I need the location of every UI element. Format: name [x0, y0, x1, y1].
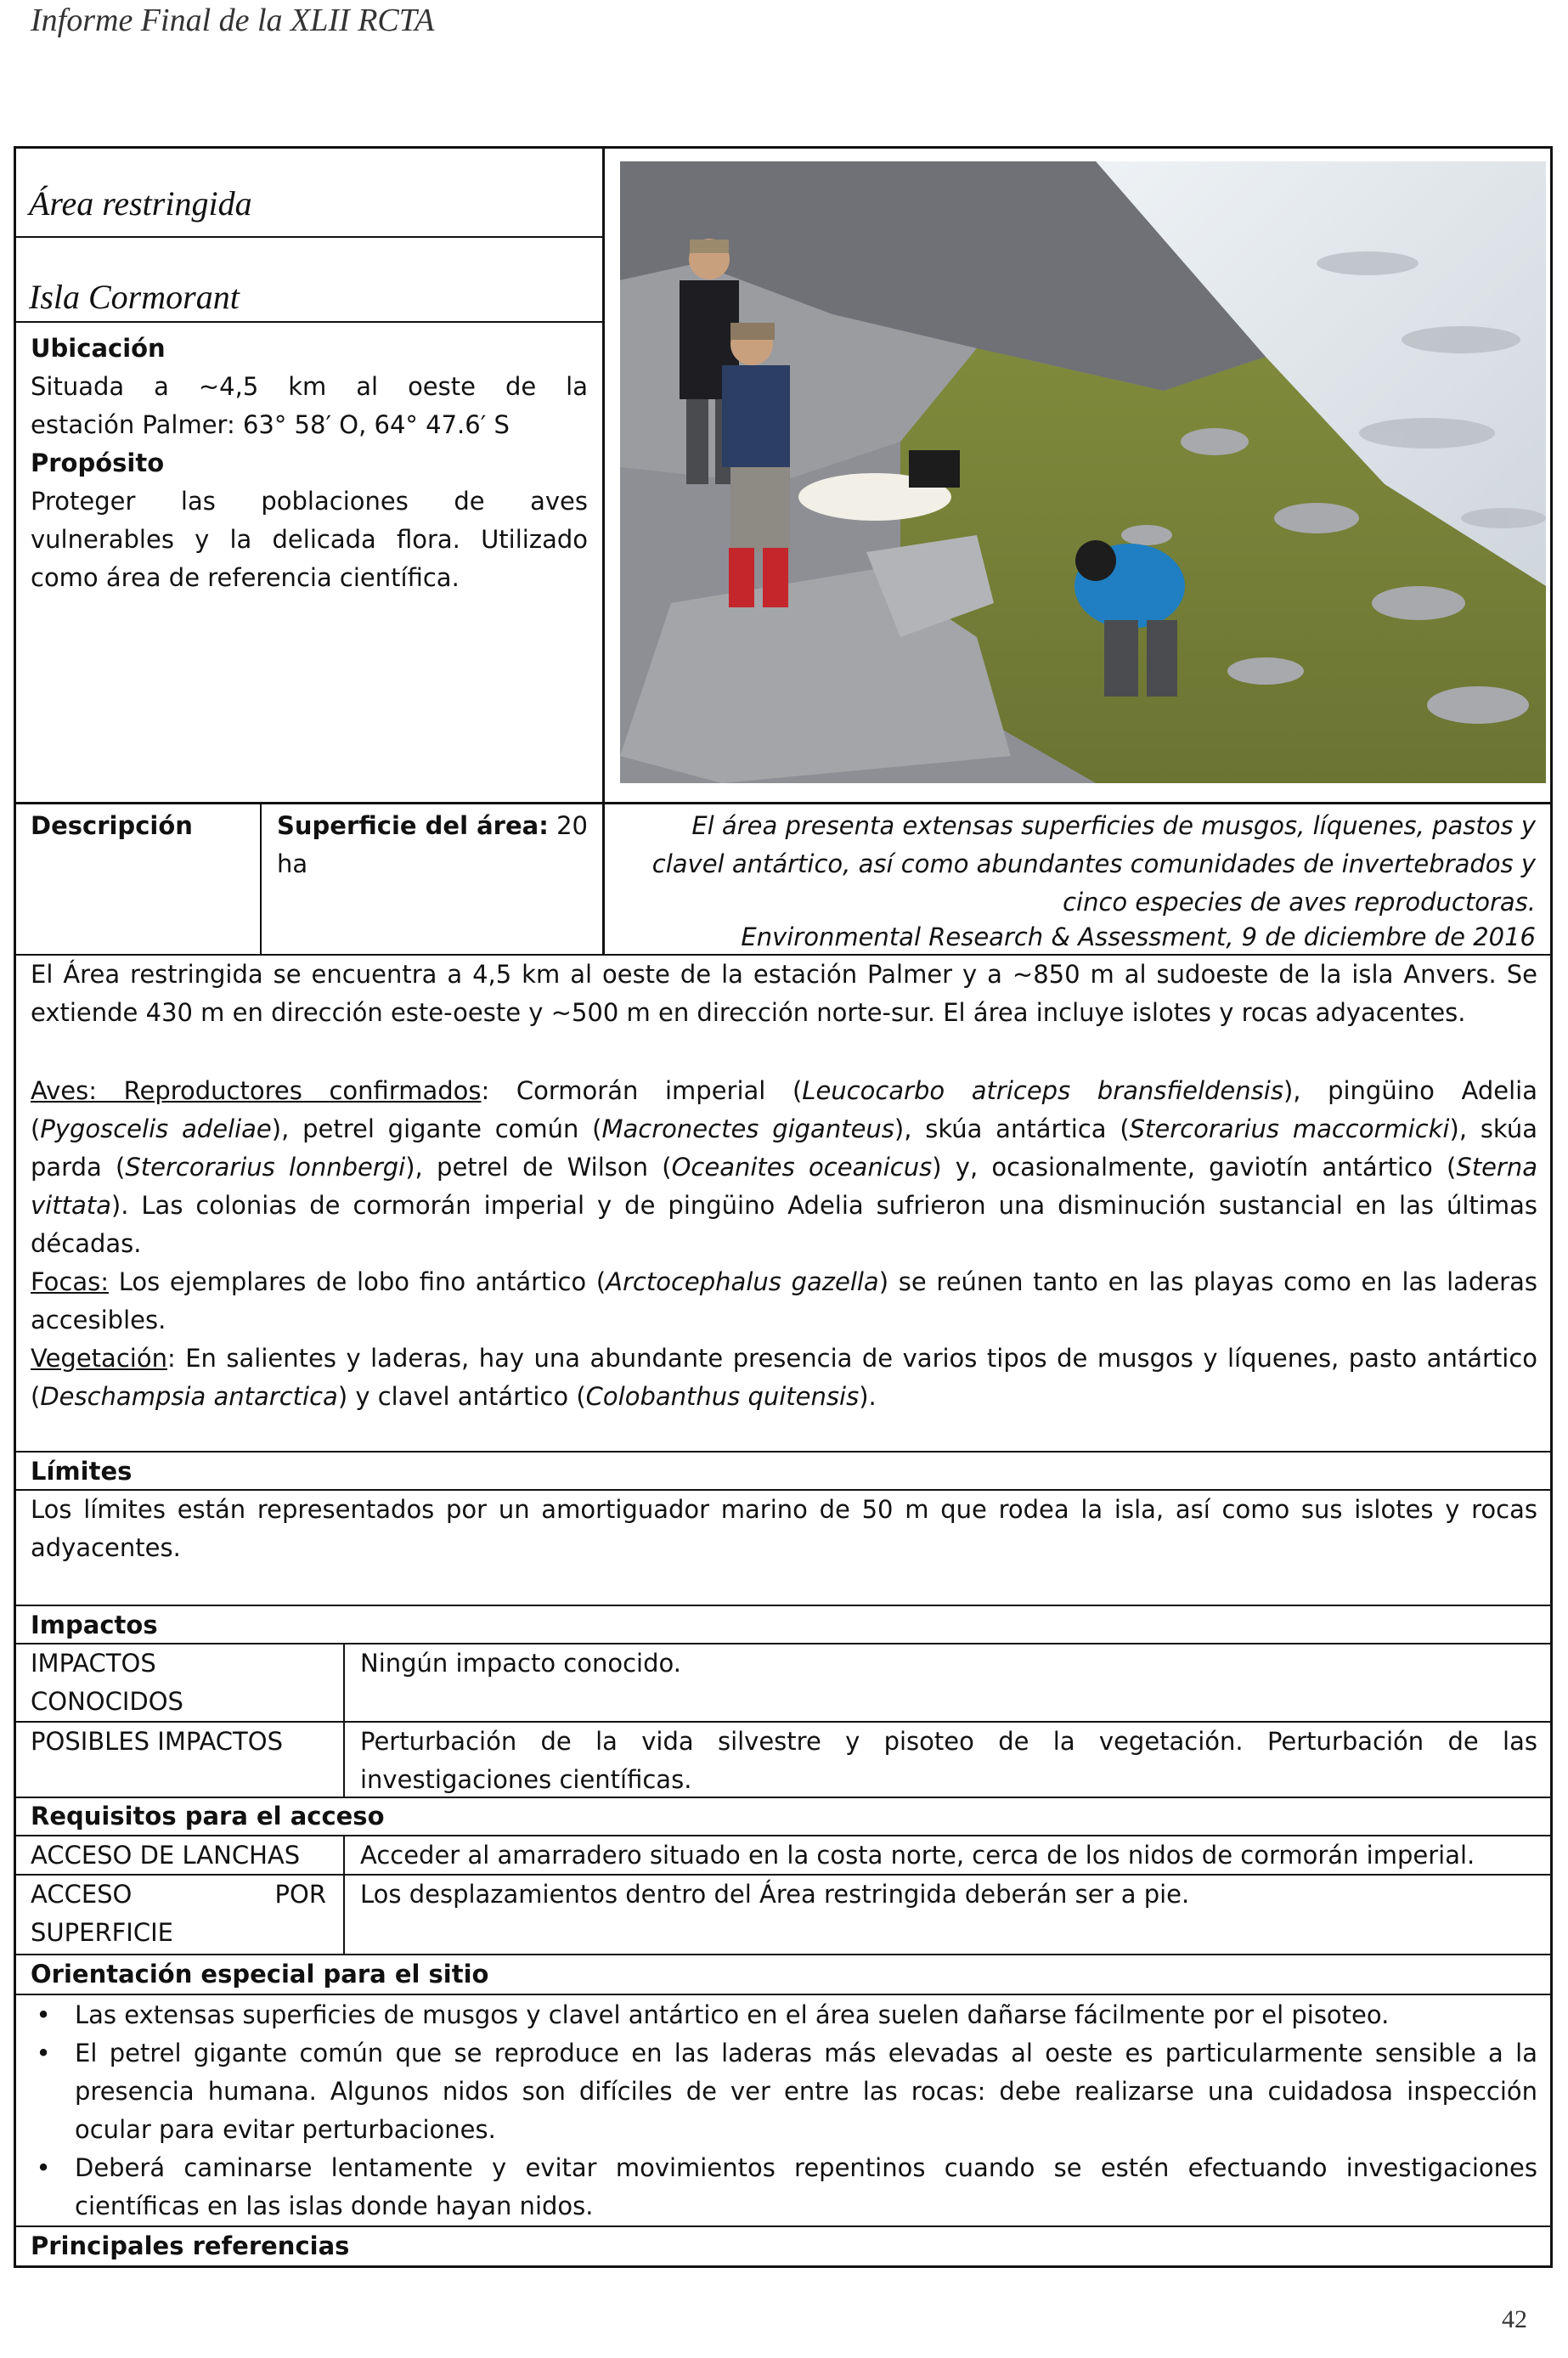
description-body — [31, 956, 1537, 1032]
birds-text: ), skúa antártica ( — [894, 1114, 1130, 1143]
birds-text: ), petrel de Wilson ( — [405, 1153, 672, 1182]
seals-text: Los ejemplares de lobo fino antártico ( — [108, 1267, 606, 1296]
known-impacts-label-line: IMPACTOS — [31, 1649, 156, 1678]
surface-access-label-word: ACCESO — [31, 1880, 133, 1909]
possible-impacts-value — [360, 1723, 1537, 1799]
seals-label: Focas: — [31, 1267, 109, 1296]
purpose-heading: Propósito — [31, 448, 165, 477]
guidance-heading: Orientación especial para el sitio — [31, 1960, 489, 1989]
seals-paragraph — [31, 1263, 1537, 1340]
purpose-line-2: vulnerables y la delicada flora. Utilizado — [31, 525, 588, 554]
researchers-on-rocky-moss-slope-icon — [620, 161, 1546, 783]
limits-heading: Límites — [31, 1457, 133, 1486]
area-name: Isla Cormorant — [29, 278, 240, 316]
known-impacts-label — [31, 1644, 183, 1721]
surface-access-label-word: SUPERFICIE — [31, 1918, 173, 1947]
location-line-1: Situada a ~4,5 km al oeste de la — [31, 372, 588, 401]
quote-line-1: El área presenta extensas superficies de musgos, líquenes, pastos y — [691, 811, 1536, 840]
location-line-2: estación Palmer: 63° 58′ O, 64° 47.6′ S — [31, 410, 510, 439]
birds-text: décadas. — [31, 1229, 142, 1258]
quote-line-2: clavel antártico, así como abundantes comunidades de invertebrados y — [651, 849, 1536, 878]
known-impacts-value: Ningún impacto conocido. — [360, 1649, 681, 1678]
site-photo — [620, 161, 1546, 783]
limits-line-1: Los límites están representados por un amortiguador marino de 50 m que rodea la isla, así como sus islotes y rocas — [31, 1495, 1537, 1524]
bullet-icon: • — [36, 2000, 51, 2029]
vegetation-text: : En salientes y laderas, hay una abundante presencia de varios tipos de musgos y líquenes, pasto antártico — [166, 1344, 1537, 1373]
description-para-line-1: El Área restringida se encuentra a 4,5 km al oeste de la estación Palmer y a ~850 m al sudoeste de la isla Anvers. Se — [31, 960, 1537, 989]
species-name: Deschampsia antarctica — [40, 1382, 338, 1411]
birds-text: ), skúa — [1449, 1114, 1537, 1143]
boat-access-label: ACCESO DE LANCHAS — [31, 1841, 301, 1870]
access-heading: Requisitos para el acceso — [31, 1802, 385, 1831]
birds-text: ( — [31, 1114, 41, 1143]
vegetation-paragraph — [31, 1340, 1537, 1416]
species-name: Stercorarius lonnbergi — [125, 1153, 406, 1182]
species-name: Sterna — [1456, 1153, 1538, 1182]
boat-access-value: Acceder al amarradero situado en la costa norte, cerca de los nidos de cormorán imperial. — [360, 1841, 1475, 1870]
species-name: vittata — [31, 1191, 111, 1220]
species-name: Pygoscelis adeliae — [40, 1114, 272, 1143]
location-heading: Ubicación — [31, 334, 166, 363]
seals-text: accesibles. — [31, 1306, 166, 1334]
seals-text: ) se reúnen tanto en las playas como en las laderas — [878, 1267, 1537, 1296]
birds-text: : Cormorán imperial ( — [481, 1076, 803, 1105]
guidance-line: científicas en las islas donde hayan nidos. — [75, 2192, 594, 2220]
species-name: Oceanites oceanicus — [671, 1153, 933, 1182]
species-name: Colobanthus quitensis — [585, 1382, 860, 1411]
vegetation-label: Vegetación — [31, 1344, 167, 1373]
references-heading: Principales referencias — [31, 2231, 350, 2260]
bullet-icon: • — [36, 2039, 51, 2067]
impacts-heading: Impactos — [31, 1611, 158, 1639]
guidance-line: Deberá caminarse lentamente y evitar movimientos repentinos cuando se estén efectuando investigaciones — [75, 2153, 1537, 2182]
birds-text: ). Las colonias de cormorán imperial y de pingüino Adelia sufrieron una disminución sustancial en las últimas — [110, 1191, 1537, 1220]
page-number: 42 — [1502, 2305, 1527, 2333]
bullet-icon: • — [36, 2153, 51, 2182]
running-head: Informe Final de la XLII RCTA — [31, 3, 435, 38]
purpose-line-3: como área de referencia científica. — [31, 563, 460, 592]
limits-line-2: adyacentes. — [31, 1533, 181, 1562]
quote-line-3: cinco especies de aves reproductoras. — [1063, 888, 1536, 917]
species-name: Leucocarbo atriceps bransfieldensis — [802, 1076, 1283, 1105]
vegetation-text: ( — [31, 1382, 41, 1411]
species-name: Macronectes giganteus — [601, 1114, 894, 1143]
possible-impacts-label: POSIBLES IMPACTOS — [31, 1727, 284, 1756]
vegetation-text: ) y clavel antártico ( — [337, 1382, 586, 1411]
species-name: Stercorarius maccormicki — [1129, 1114, 1450, 1143]
purpose-line-1: Proteger las poblaciones de aves — [31, 487, 588, 516]
possible-impacts-line-2: investigaciones científicas. — [360, 1765, 692, 1794]
area-size-label: Superficie del área: — [277, 811, 549, 840]
vegetation-text: ). — [859, 1382, 877, 1411]
area-size — [277, 807, 588, 883]
guidance-line: El petrel gigante común que se reproduce en las laderas más elevadas al oeste es particularmente sensible a la — [75, 2039, 1537, 2067]
description-para-line-2: extiende 430 m en dirección este-oeste y ~500 m en dirección norte-sur. El área incluye islotes y rocas adyacentes. — [31, 998, 1466, 1027]
area-type-label: Área restringida — [29, 184, 252, 223]
quote-source: Environmental Research & Assessment, 9 de diciembre de 2016 — [741, 922, 1536, 951]
area-size-unit: ha — [277, 849, 308, 878]
description-quote — [620, 807, 1536, 951]
limits-text — [31, 1491, 1537, 1567]
guidance-line: presencia humana. Algunos nidos son difíciles de ver entre las rocas: debe realizarse una cuidadosa inspección — [75, 2077, 1537, 2106]
birds-paragraph — [31, 1072, 1537, 1263]
birds-label: Aves: Reproductores confirmados — [31, 1076, 482, 1105]
birds-text: ) y, ocasionalmente, gaviotín antártico ( — [932, 1153, 1457, 1182]
surface-access-label-word: POR — [274, 1880, 326, 1909]
possible-impacts-line-1: Perturbación de la vida silvestre y pisoteo de la vegetación. Perturbación de las — [360, 1727, 1537, 1756]
birds-text: ), pingüino Adelia — [1283, 1076, 1537, 1105]
surface-access-value: Los desplazamientos dentro del Área restringida deberán ser a pie. — [360, 1880, 1190, 1909]
known-impacts-label-line: CONOCIDOS — [31, 1687, 183, 1716]
area-size-value-number: 20 — [556, 811, 588, 840]
description-heading: Descripción — [31, 811, 193, 840]
birds-text: parda ( — [31, 1153, 126, 1182]
birds-text: ), petrel gigante común ( — [271, 1114, 602, 1143]
surface-access-label — [31, 1876, 326, 1952]
guidance-line: Las extensas superficies de musgos y clavel antártico en el área suelen dañarse fácilmente por el pisoteo. — [75, 2000, 1390, 2029]
species-name: Arctocephalus gazella — [606, 1267, 879, 1296]
guidance-line: ocular para evitar perturbaciones. — [75, 2115, 496, 2144]
